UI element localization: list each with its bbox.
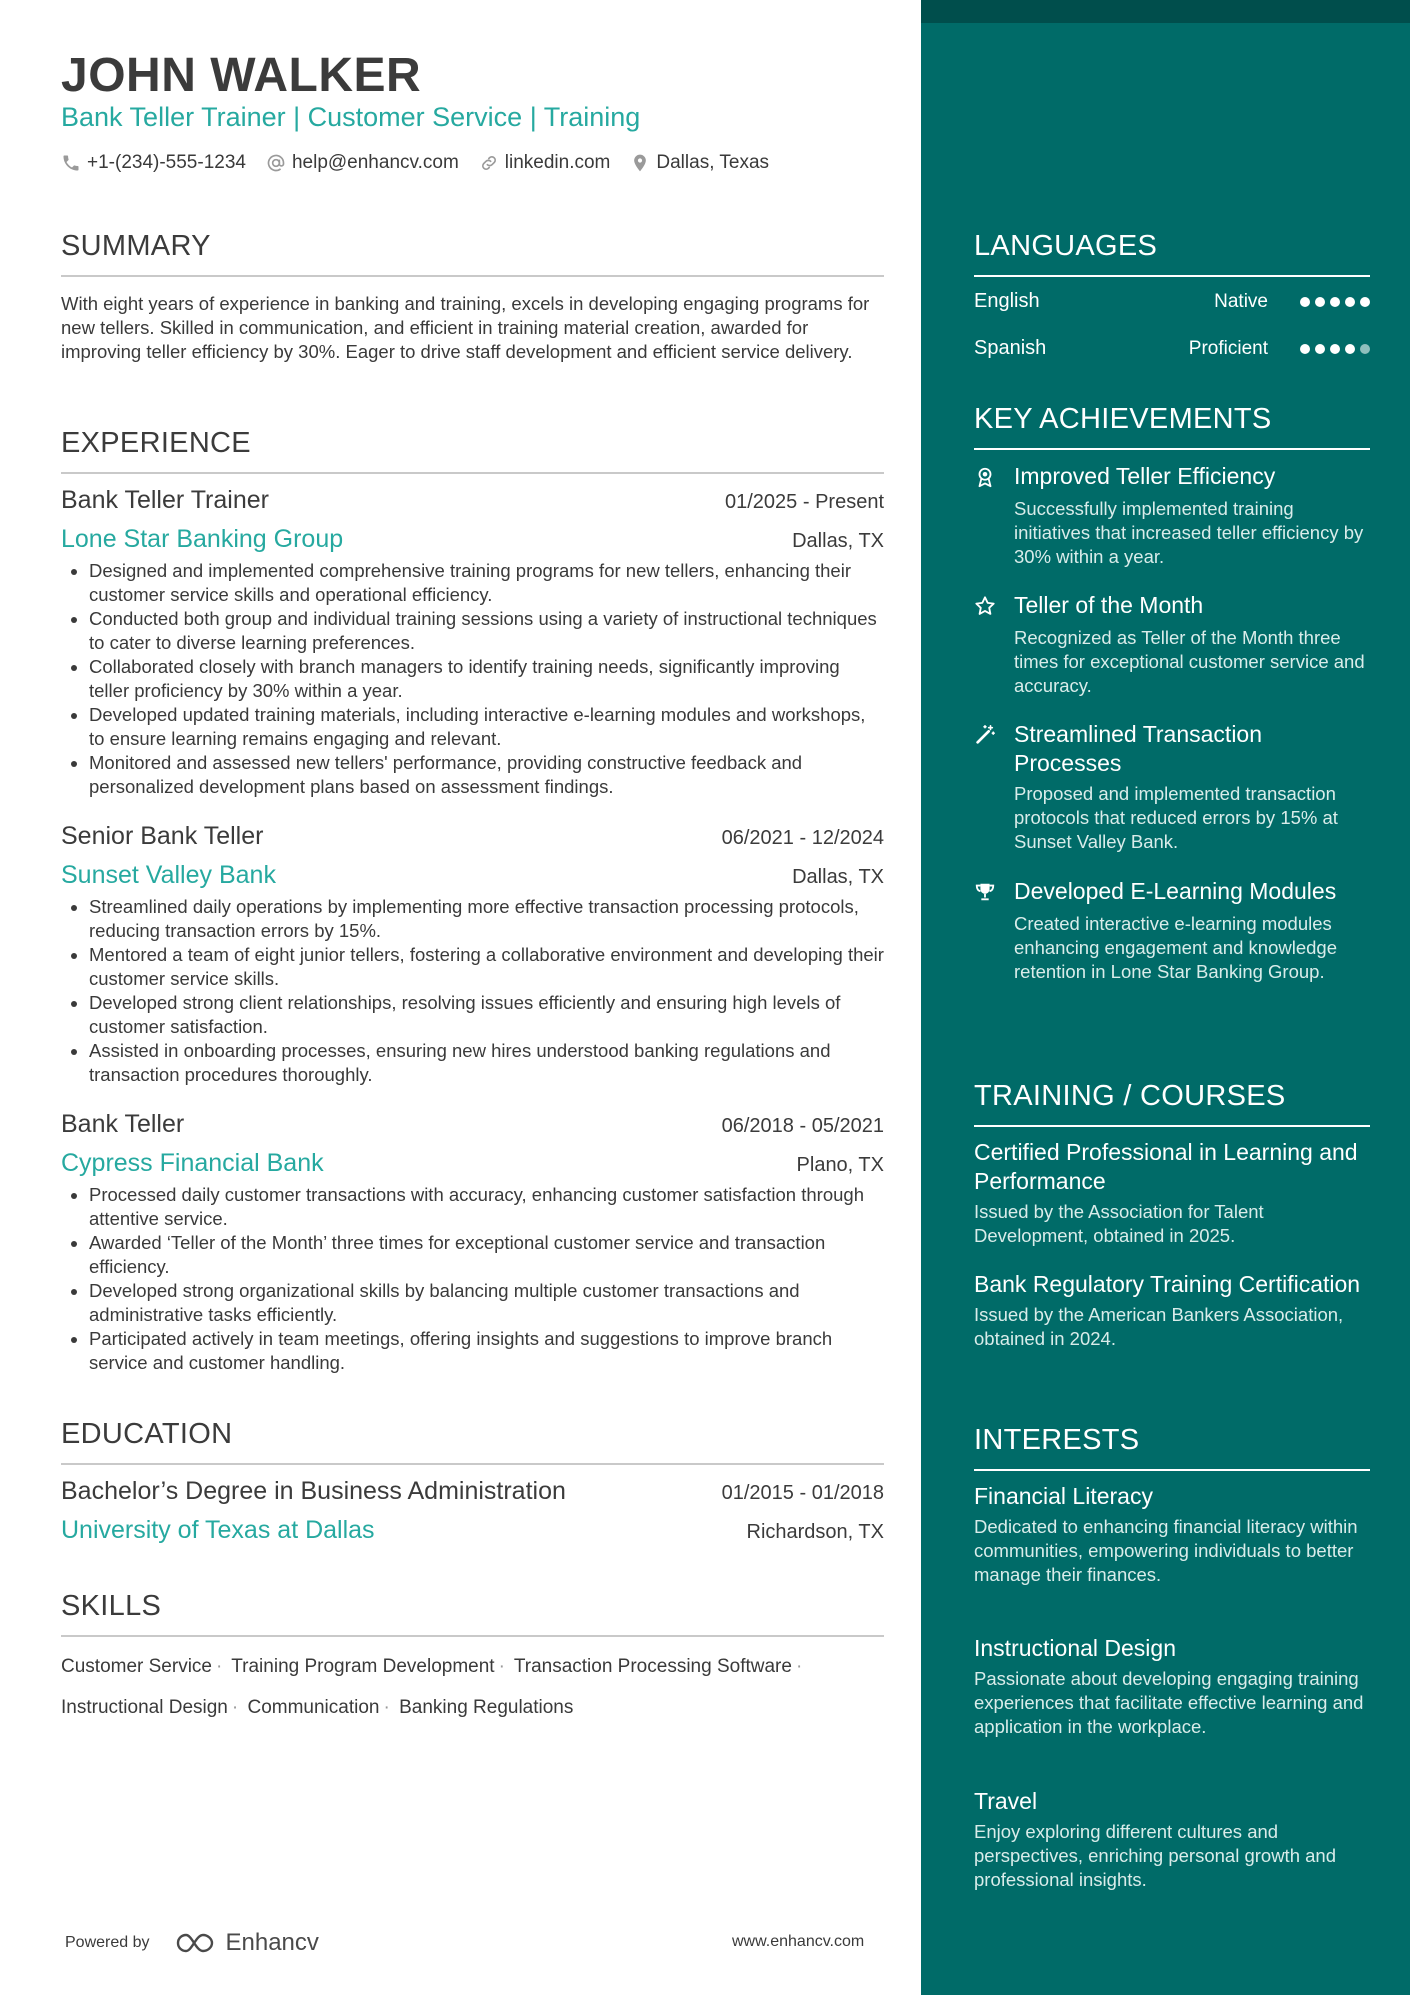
- bullet-item: Mentored a team of eight junior tellers, fostering a collaborative environment and developing their customer service skills.: [61, 943, 884, 991]
- bullet-item: Assisted in onboarding processes, ensuring new hires understood banking regulations and transaction procedures thoroughly.: [61, 1039, 884, 1087]
- job-company: Lone Star Banking Group: [61, 525, 344, 553]
- course-item: [974, 1270, 1370, 1351]
- skill-item: Customer Service: [61, 1656, 212, 1677]
- bullet-item: Monitored and assessed new tellers' performance, providing constructive feedback and personalized development plans based on assessment findings.: [61, 751, 884, 799]
- skill-item: Communication: [247, 1697, 380, 1718]
- language-level: Native: [1214, 290, 1268, 312]
- achievements-heading: KEY ACHIEVEMENTS: [974, 403, 1370, 450]
- rating-dot: [1300, 297, 1310, 307]
- magic-wand-icon: [974, 724, 996, 746]
- bullet-item: Designed and implemented comprehensive training programs for new tellers, enhancing their customer service skills and operational efficiency.: [61, 559, 884, 607]
- job-location: Dallas, TX: [792, 530, 884, 552]
- enhancv-logo-icon: [174, 1931, 220, 1955]
- enhancv-logo-text: Enhancv: [225, 1929, 319, 1956]
- email-text: help@enhancv.com: [291, 152, 459, 173]
- rating-dot: [1360, 297, 1370, 307]
- education-entry: [61, 1477, 884, 1545]
- candidate-name: JOHN WALKER: [61, 49, 422, 102]
- job-bullets: [61, 895, 884, 1087]
- job-location: Plano, TX: [796, 1154, 884, 1176]
- interests-heading: INTERESTS: [974, 1424, 1370, 1471]
- degree-title: Bachelor’s Degree in Business Administration: [61, 1477, 566, 1505]
- summary-text: With eight years of experience in banking and training, excels in developing engaging programs for new tellers. Skilled in communication, and efficient in training material creation, awarded for improving teller efficiency by 30%. Eager to drive staff development and efficient service delivery.: [61, 293, 870, 362]
- skill-item: Training Program Development: [231, 1656, 495, 1677]
- sidebar-top-band: [921, 0, 1410, 23]
- achievement-title: Teller of the Month: [1014, 592, 1204, 618]
- skills-heading: SKILLS: [61, 1590, 884, 1637]
- contact-phone[interactable]: [61, 152, 246, 174]
- rating-dot: [1300, 344, 1310, 354]
- achievement-desc: Recognized as Teller of the Month three times for exceptional customer service and accuracy.: [1014, 627, 1365, 696]
- rating-dot: [1360, 344, 1370, 354]
- bullet-item: Participated actively in team meetings, offering insights and suggestions to improve branch service and customer handling.: [61, 1327, 884, 1375]
- job-bullets: [61, 1183, 884, 1375]
- phone-icon: [61, 153, 81, 173]
- rating-dot: [1330, 297, 1340, 307]
- bullet-item: Awarded ‘Teller of the Month’ three times for exceptional customer service and transaction efficiency.: [61, 1231, 884, 1279]
- achievement-desc: Successfully implemented training initiatives that increased teller efficiency by 30% within a year.: [1014, 498, 1364, 567]
- location-pin-icon: [630, 153, 650, 173]
- achievement-title: Streamlined Transaction Processes: [1014, 721, 1263, 776]
- job-dates: 06/2021 - 12/2024: [721, 827, 884, 849]
- achievement-item: [974, 877, 1370, 984]
- achievement-desc: Created interactive e-learning modules enhancing engagement and knowledge retention in Lone Star Banking Group.: [1014, 913, 1337, 982]
- summary-heading: SUMMARY: [61, 230, 884, 277]
- job-title: Senior Bank Teller: [61, 822, 264, 850]
- achievement-title: Improved Teller Efficiency: [1014, 463, 1276, 489]
- linkedin-text: linkedin.com: [504, 152, 611, 173]
- job-location: Dallas, TX: [792, 866, 884, 888]
- course-desc: Issued by the American Bankers Association, obtained in 2024.: [974, 1304, 1344, 1349]
- powered-by-label: Powered by: [65, 1934, 150, 1951]
- contact-location: [630, 152, 769, 174]
- language-name: Spanish: [974, 337, 1047, 359]
- link-icon: [479, 153, 499, 173]
- job-dates: 01/2025 - Present: [725, 491, 884, 513]
- education-heading: EDUCATION: [61, 1418, 884, 1465]
- achievement-item: [974, 591, 1370, 698]
- location-text: Dallas, Texas: [656, 152, 770, 173]
- job-title: Bank Teller: [61, 1110, 185, 1138]
- experience-heading: EXPERIENCE: [61, 427, 884, 474]
- job-company: Sunset Valley Bank: [61, 861, 276, 889]
- enhancv-logo[interactable]: [174, 1929, 319, 1957]
- job-bullets: [61, 559, 884, 799]
- award-icon: [974, 466, 996, 488]
- interest-desc: Enjoy exploring different cultures and perspectives, enriching personal growth and professional insights.: [974, 1821, 1336, 1890]
- rating-dot: [1345, 297, 1355, 307]
- sidebar: [921, 0, 1410, 1995]
- skill-item: Transaction Processing Software: [513, 1656, 792, 1677]
- footer-branding: [65, 1929, 319, 1957]
- star-icon: [974, 595, 996, 617]
- rating-dot: [1345, 344, 1355, 354]
- school-location: Richardson, TX: [746, 1521, 884, 1543]
- job-dates: 06/2018 - 05/2021: [721, 1115, 884, 1137]
- candidate-title: Bank Teller Trainer | Customer Service | Training: [61, 102, 641, 132]
- languages-heading: LANGUAGES: [974, 230, 1370, 277]
- at-icon: [266, 153, 286, 173]
- achievement-desc: Proposed and implemented transaction protocols that reduced errors by 15% at Sunset Valley Bank.: [1014, 783, 1338, 852]
- job-entry: [61, 1110, 884, 1375]
- trophy-icon: [974, 881, 996, 903]
- training-heading: TRAINING / COURSES: [974, 1080, 1370, 1127]
- rating-dot: [1330, 344, 1340, 354]
- interest-title: Instructional Design: [974, 1635, 1176, 1661]
- bullet-item: Collaborated closely with branch managers to identify training needs, significantly improving teller proficiency by 30% within a year.: [61, 655, 884, 703]
- job-entry: [61, 822, 884, 1087]
- achievement-title: Developed E-Learning Modules: [1014, 878, 1337, 904]
- language-row: [974, 337, 1370, 360]
- course-title: Bank Regulatory Training Certification: [974, 1271, 1361, 1297]
- achievement-item: [974, 720, 1370, 854]
- contact-email[interactable]: [266, 152, 459, 174]
- skill-item: Banking Regulations: [399, 1697, 574, 1718]
- skill-item: Instructional Design: [61, 1697, 228, 1718]
- interest-title: Travel: [974, 1788, 1038, 1814]
- contact-bar: [61, 152, 769, 174]
- language-row: [974, 290, 1370, 313]
- interest-item: [974, 1482, 1370, 1587]
- interest-item: [974, 1634, 1370, 1739]
- rating-dot: [1315, 297, 1325, 307]
- bullet-item: Conducted both group and individual training sessions using a variety of instructional techniques to cater to diverse learning preferences.: [61, 607, 884, 655]
- language-name: English: [974, 290, 1040, 312]
- bullet-item: Processed daily customer transactions with accuracy, enhancing customer satisfaction through attentive service.: [61, 1183, 884, 1231]
- interest-title: Financial Literacy: [974, 1483, 1153, 1509]
- interest-item: [974, 1787, 1370, 1892]
- education-dates: 01/2015 - 01/2018: [721, 1482, 884, 1504]
- phone-text: +1-(234)-555-1234: [87, 152, 246, 173]
- bullet-item: Developed strong client relationships, resolving issues efficiently and ensuring high levels of customer satisfaction.: [61, 991, 884, 1039]
- contact-linkedin[interactable]: [479, 152, 611, 174]
- skills-list: Customer Service · Training Program Development · Transaction Processing Software · Instructional Design · Communication · Banking Regulations: [61, 1656, 803, 1718]
- bullet-item: Streamlined daily operations by implementing more effective transaction processing protocols, reducing transaction errors by 15%.: [61, 895, 884, 943]
- job-company: Cypress Financial Bank: [61, 1149, 324, 1177]
- language-rating: [1300, 297, 1370, 307]
- language-level: Proficient: [1188, 337, 1268, 359]
- footer-website[interactable]: www.enhancv.com: [732, 1933, 865, 1950]
- course-item: [974, 1138, 1370, 1248]
- rating-dot: [1315, 344, 1325, 354]
- bullet-item: Developed updated training materials, including interactive e-learning modules and workshops, to ensure learning remains engaging and relevant.: [61, 703, 884, 751]
- bullet-item: Developed strong organizational skills by balancing multiple customer transactions and administrative tasks efficiently.: [61, 1279, 884, 1327]
- school-name: University of Texas at Dallas: [61, 1516, 375, 1544]
- language-rating: [1300, 344, 1370, 354]
- job-title: Bank Teller Trainer: [61, 486, 269, 514]
- course-desc: Issued by the Association for Talent Development, obtained in 2025.: [974, 1201, 1264, 1246]
- achievement-item: [974, 462, 1370, 569]
- job-entry: [61, 486, 884, 799]
- course-title: Certified Professional in Learning and Performance: [974, 1139, 1358, 1194]
- interest-desc: Passionate about developing engaging training experiences that facilitate effective learning and application in the workplace.: [974, 1668, 1364, 1737]
- interest-desc: Dedicated to enhancing financial literacy within communities, empowering individuals to better manage their finances.: [974, 1516, 1358, 1585]
